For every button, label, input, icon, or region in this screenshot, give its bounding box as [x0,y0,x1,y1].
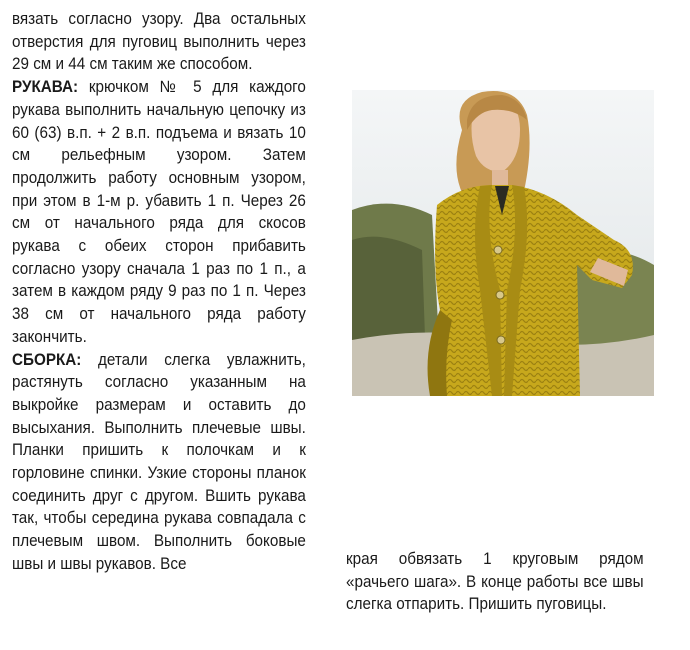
paragraph-finishing [346,548,644,616]
instruction-text-left [12,8,306,576]
finishing-text: края обвязать 1 круговым рядом «рачьего шага». В конце работы все швы слегка отпарить. Пришить пуговицы. [346,550,644,614]
paragraph-buttonholes-text: вязать согласно узору. Два остальных отверстия для пуговиц выполнить через 29 см и 44 см таким же способом. [12,10,306,74]
paragraph-sleeves [12,76,306,348]
sleeves-heading: РУКАВА: [12,78,79,97]
paragraph-buttonholes [12,8,306,76]
sleeves-text: крючком № 5 для каждого рукава выполнить начальную цепочку из 60 (63) в.п. + 2 в.п. подъема и вязать 10 см рельефным узором. Затем продолжить работу основным узором, при этом в 1-м р. убавить 1 п. Через 26 см от начального ряда для скосов рукава с обеих сторон прибавить согласно узору сначала 1 раз по 1 п., а затем в каждом ряду 9 раз по 1 п. Через 38 см от начального ряда работу закончить. [12,78,306,346]
assembly-text: детали слегка увлажнить, растянуть согласно указанным на выкройке размерам и оставить до высыхания. Выполнить плечевые швы. Планки пришить к полочкам и к горловине спинки. Узкие стороны планок соединить друг с другом. Вшить рукава так, чтобы середина рукава совпадала с плечевым швом. Выполнить боковые швы и швы рукавов. Все [12,350,306,573]
instruction-text-right [346,548,644,616]
model-photo [352,90,654,396]
assembly-heading: СБОРКА: [12,350,82,369]
paragraph-assembly [12,349,306,576]
model-in-cardigan-illustration [352,90,654,396]
